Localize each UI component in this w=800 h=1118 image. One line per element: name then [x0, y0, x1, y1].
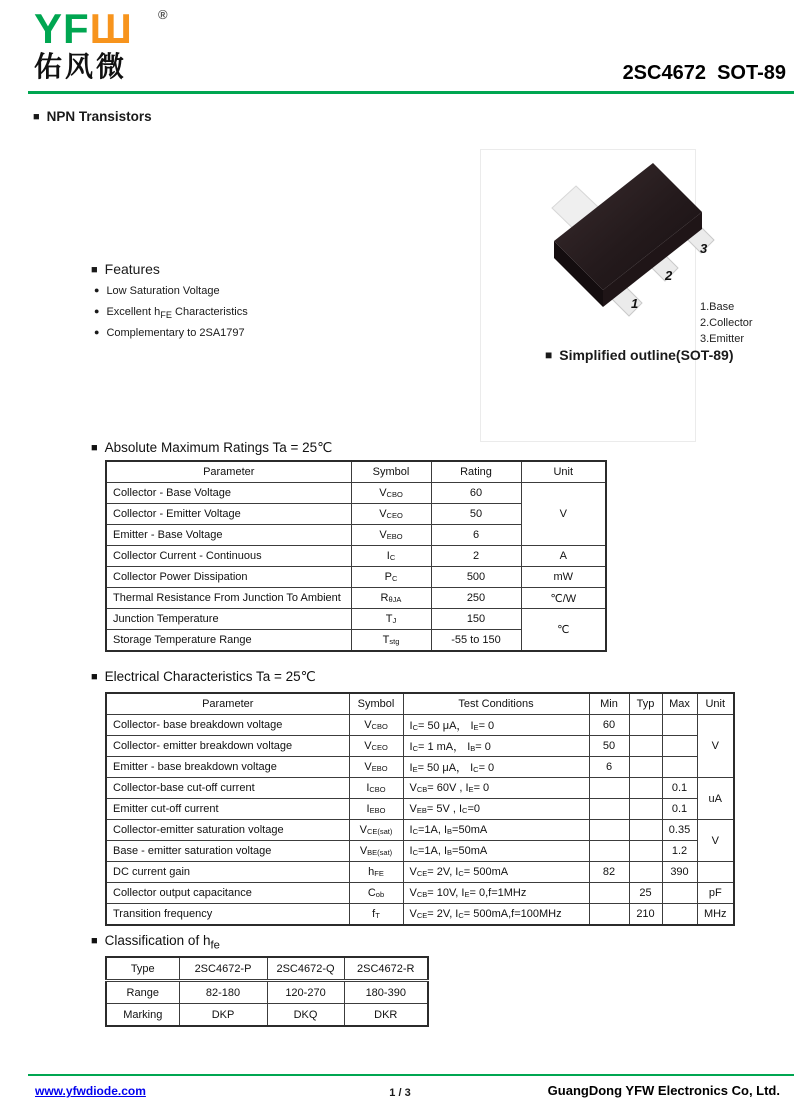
cell [589, 904, 629, 926]
features-heading [91, 261, 160, 277]
table-row [106, 736, 734, 757]
cell: Emitter - base breakdown voltage [106, 757, 349, 778]
cell [589, 841, 629, 862]
cell: 2 [431, 546, 521, 567]
cell: $T_{stg}$ [351, 630, 431, 652]
square-bullet-icon: ■ [91, 264, 98, 276]
cell: 60 [431, 483, 521, 504]
abs-max-heading [91, 440, 332, 456]
cell: $f_T$ [349, 904, 403, 926]
cell: 6 [589, 757, 629, 778]
cell: Collector Power Dissipation [106, 567, 351, 588]
cell [629, 736, 662, 757]
column-header: Test Conditions [403, 693, 589, 715]
cell: $V_{EB}= 5V$ , $I_C=0$ [403, 799, 589, 820]
cell: $V_{CBO}$ [351, 483, 431, 504]
registered-trademark-icon: ® [158, 7, 169, 22]
classification-heading-label: Classification of $h_{fe}$ [104, 933, 220, 952]
cell: $V_{CE}= 2V$, $I_C= 500mA$ [403, 862, 589, 883]
cell: $V_{CEO}$ [349, 736, 403, 757]
outline-caption [545, 347, 733, 363]
header-divider [28, 91, 794, 94]
table-row [106, 981, 428, 1004]
cell: $V_{EBO}$ [351, 525, 431, 546]
cell: 390 [662, 862, 697, 883]
table-row [106, 904, 734, 926]
cell: 250 [431, 588, 521, 609]
cell [662, 757, 697, 778]
cell: $h_{FE}$ [349, 862, 403, 883]
cell: Collector- emitter breakdown voltage [106, 736, 349, 757]
cell: 50 [589, 736, 629, 757]
abs-max-table [105, 460, 607, 652]
square-bullet-icon: ■ [91, 442, 98, 454]
cell: 60 [589, 715, 629, 736]
cell: $I_{CBO}$ [349, 778, 403, 799]
feature-item [94, 306, 248, 320]
logo-text-green: YF [34, 5, 90, 52]
electrical-table [105, 692, 735, 926]
cell: $I_E= 50$ μA， $I_C= 0$ [403, 757, 589, 778]
device-type-label: NPN Transistors [46, 109, 152, 124]
square-bullet-icon: ■ [91, 935, 98, 947]
cell: $I_C$ [351, 546, 431, 567]
column-header: Typ [629, 693, 662, 715]
feature-text: Complementary to 2SA1797 [106, 327, 245, 339]
table-row [106, 1004, 428, 1027]
cell [589, 883, 629, 904]
pin-legend-collector: 2.Collector [700, 317, 753, 329]
cell: $V_{CE}= 2V$, $I_C= 500mA,f=100MHz$ [403, 904, 589, 926]
table-row [106, 957, 428, 981]
pin-1-number: 1 [631, 296, 639, 311]
column-header: Symbol [351, 461, 431, 483]
cell: Collector-base cut-off current [106, 778, 349, 799]
cell: V [697, 715, 734, 778]
cell: $V_{CE(sat)}$ [349, 820, 403, 841]
cell: Base - emitter saturation voltage [106, 841, 349, 862]
cell: $T_J$ [351, 609, 431, 630]
header-row [106, 693, 734, 715]
footer-divider [28, 1074, 794, 1076]
cell: $I_C= 50$ μA， $I_E= 0$ [403, 715, 589, 736]
cell: Collector Current - Continuous [106, 546, 351, 567]
cell: 25 [629, 883, 662, 904]
cell [662, 715, 697, 736]
cell: Collector-emitter saturation voltage [106, 820, 349, 841]
cell: Collector- base breakdown voltage [106, 715, 349, 736]
table-row [106, 757, 734, 778]
cell: $V_{CB}= 10V$, $I_E= 0,f=1MHz$ [403, 883, 589, 904]
cell: 150 [431, 609, 521, 630]
cell [629, 799, 662, 820]
device-type-heading [33, 109, 152, 124]
bullet-icon: ● [94, 285, 100, 295]
table-row [106, 609, 606, 630]
cell: $V_{CBO}$ [349, 715, 403, 736]
cell [589, 820, 629, 841]
cell: $I_C=1A$, $I_B=50mA$ [403, 841, 589, 862]
page-number: 1 / 3 [389, 1087, 411, 1099]
cell: 210 [629, 904, 662, 926]
website-link[interactable]: www.yfwdiode.com [35, 1084, 146, 1098]
column-header: Min [589, 693, 629, 715]
column-header: Max [662, 693, 697, 715]
cell: 500 [431, 567, 521, 588]
cell: Emitter - Base Voltage [106, 525, 351, 546]
table-row [106, 883, 734, 904]
square-bullet-icon: ■ [545, 348, 553, 362]
cell: 0.1 [662, 778, 697, 799]
square-bullet-icon: ■ [91, 671, 98, 683]
table-row [106, 820, 734, 841]
column-header: Parameter [106, 693, 349, 715]
cell: Collector - Base Voltage [106, 483, 351, 504]
table-row [106, 715, 734, 736]
cell: Thermal Resistance From Junction To Ambient [106, 588, 351, 609]
cell: $V_{CB}= 60V$ , $I_E= 0$ [403, 778, 589, 799]
cell: Collector - Emitter Voltage [106, 504, 351, 525]
cell: Range [106, 981, 179, 1004]
header-row [106, 461, 606, 483]
cell: ℃/W [521, 588, 606, 609]
cell: DKP [179, 1004, 267, 1027]
cell: 120-270 [267, 981, 344, 1004]
feature-item [94, 285, 220, 297]
logo-chinese-name: 佑风微 [34, 51, 128, 82]
cell: pF [697, 883, 734, 904]
table-row [106, 799, 734, 820]
table-row [106, 567, 606, 588]
electrical-table-body [106, 715, 734, 926]
bullet-icon: ● [94, 327, 100, 337]
company-name: GuangDong YFW Electronics Co, Ltd. [547, 1083, 780, 1098]
cell: 82 [589, 862, 629, 883]
cell: -55 to 150 [431, 630, 521, 652]
cell: $C_{ob}$ [349, 883, 403, 904]
table-row [106, 841, 734, 862]
cell: 50 [431, 504, 521, 525]
features-title-label: Features [104, 261, 160, 277]
cell: $V_{CEO}$ [351, 504, 431, 525]
cell: 82-180 [179, 981, 267, 1004]
cell: $P_C$ [351, 567, 431, 588]
abs-max-table-head [106, 461, 606, 483]
cell: ℃ [521, 609, 606, 652]
cell: DC current gain [106, 862, 349, 883]
column-header: Unit [697, 693, 734, 715]
part-number-title: 2SC4672 SOT-89 [622, 62, 786, 84]
cell: $V_{EBO}$ [349, 757, 403, 778]
cell: Type [106, 957, 179, 981]
feature-text: Low Saturation Voltage [106, 285, 220, 297]
cell: Emitter cut-off current [106, 799, 349, 820]
cell: Transition frequency [106, 904, 349, 926]
table-row [106, 778, 734, 799]
square-bullet-icon: ■ [33, 111, 40, 123]
cell [662, 883, 697, 904]
cell [629, 841, 662, 862]
column-header: Rating [431, 461, 521, 483]
cell: DKR [344, 1004, 428, 1027]
cell [662, 904, 697, 926]
table-row [106, 483, 606, 504]
pin-3-number: 3 [700, 241, 708, 256]
electrical-table-head [106, 693, 734, 715]
cell [629, 778, 662, 799]
cell: uA [697, 778, 734, 820]
cell: A [521, 546, 606, 567]
column-header: Symbol [349, 693, 403, 715]
cell [629, 757, 662, 778]
column-header: Unit [521, 461, 606, 483]
classification-heading [91, 933, 220, 952]
cell: V [697, 820, 734, 862]
cell: 0.1 [662, 799, 697, 820]
cell: $R_{\theta JA}$ [351, 588, 431, 609]
cell: Collector output capacitance [106, 883, 349, 904]
cell: 6 [431, 525, 521, 546]
abs-max-table-body [106, 483, 606, 652]
company-logo [34, 5, 169, 82]
cell [662, 736, 697, 757]
cell: Storage Temperature Range [106, 630, 351, 652]
cell [629, 862, 662, 883]
cell: 2SC4672-R [344, 957, 428, 981]
cell: 180-390 [344, 981, 428, 1004]
logo-wordmark [34, 5, 169, 52]
electrical-heading-label: Electrical Characteristics Ta = 25℃ [104, 669, 316, 684]
cell: $I_{EBO}$ [349, 799, 403, 820]
cell: 2SC4672-P [179, 957, 267, 981]
abs-max-heading-label: Absolute Maximum Ratings Ta = 25℃ [104, 440, 333, 455]
pin-legend [700, 299, 753, 347]
cell [697, 862, 734, 883]
table-row [106, 862, 734, 883]
pin-legend-emitter: 3.Emitter [700, 333, 745, 345]
cell [589, 778, 629, 799]
cell [629, 820, 662, 841]
cell: 2SC4672-Q [267, 957, 344, 981]
cell: V [521, 483, 606, 546]
column-header: Parameter [106, 461, 351, 483]
cell: mW [521, 567, 606, 588]
table-row [106, 546, 606, 567]
electrical-heading [91, 669, 316, 685]
feature-text: Excellent $h_{FE}$ Characteristics [106, 306, 248, 321]
feature-item [94, 327, 245, 339]
cell [629, 715, 662, 736]
cell: $V_{BE(sat)}$ [349, 841, 403, 862]
classification-table-body [106, 957, 428, 1026]
bullet-icon: ● [94, 306, 100, 316]
outline-caption-label: Simplified outline(SOT-89) [559, 347, 734, 363]
cell: MHz [697, 904, 734, 926]
cell: Marking [106, 1004, 179, 1027]
table-row [106, 588, 606, 609]
logo-text-orange: Ш [89, 5, 133, 52]
cell: Junction Temperature [106, 609, 351, 630]
cell: $I_C=1A$, $I_B=50mA$ [403, 820, 589, 841]
pin-legend-base: 1.Base [700, 301, 735, 313]
cell [589, 799, 629, 820]
cell: 1.2 [662, 841, 697, 862]
cell: $I_C= 1$ mA， $I_B= 0$ [403, 736, 589, 757]
classification-table [105, 956, 429, 1027]
cell: 0.35 [662, 820, 697, 841]
pin-2-number: 2 [665, 268, 673, 283]
cell: DKQ [267, 1004, 344, 1027]
